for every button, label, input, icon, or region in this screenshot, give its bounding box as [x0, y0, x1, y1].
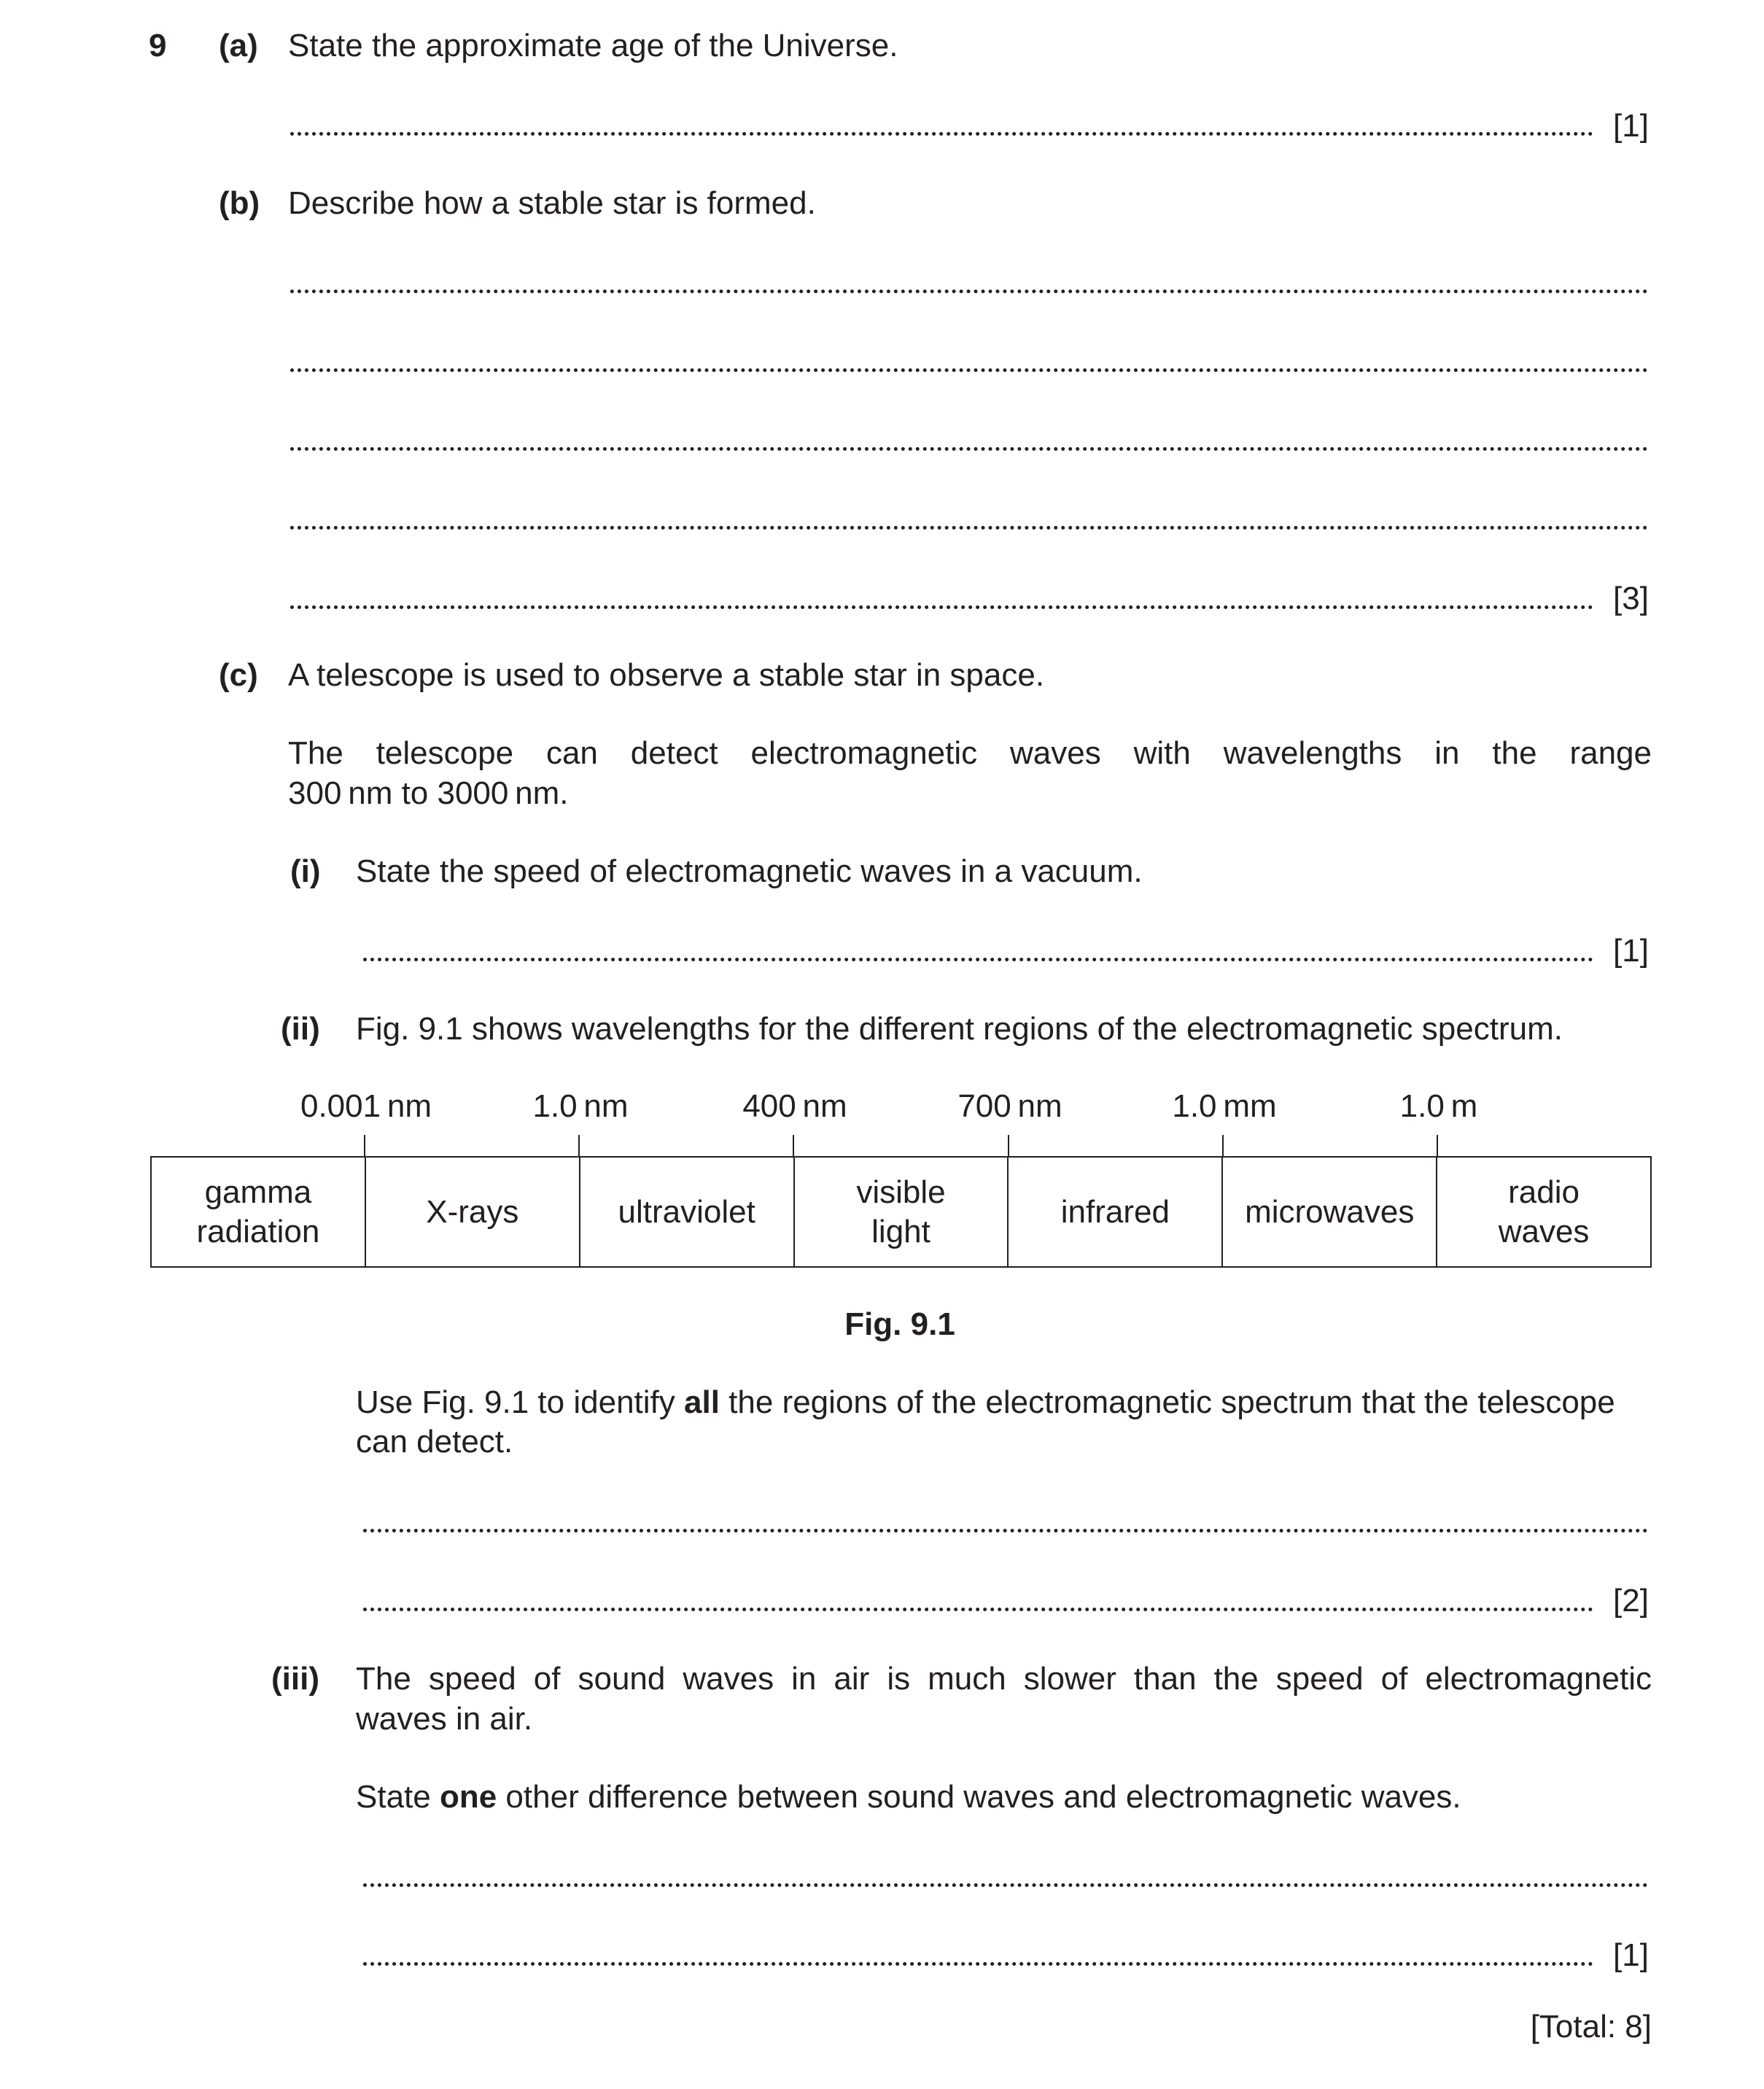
sub-iii-state	[356, 1778, 1461, 1817]
sub-ii-question-pre: Use Fig. 9.1 to identify	[356, 1384, 684, 1420]
answer-line-a[interactable]	[290, 132, 1593, 136]
spectrum-region-x-rays: X-rays	[366, 1158, 580, 1266]
answer-line-b1[interactable]	[290, 290, 1648, 293]
total-marks: [Total: 8]	[1530, 2009, 1652, 2045]
boundary-tick	[364, 1135, 365, 1156]
answer-line-c-iii-2[interactable]	[363, 1962, 1593, 1966]
boundary-label: 700 nm	[957, 1088, 1062, 1124]
sub-ii-question-bold: all	[684, 1384, 720, 1420]
answer-line-b2[interactable]	[290, 368, 1648, 372]
sub-ii-mark: [2]	[1613, 1583, 1649, 1619]
boundary-tick	[578, 1135, 580, 1156]
em-spectrum-table	[150, 1156, 1652, 1268]
boundary-label: 1.0 mm	[1172, 1088, 1277, 1124]
part-a-mark: [1]	[1613, 108, 1649, 144]
boundary-tick	[1222, 1135, 1224, 1156]
sub-i-label: (i)	[290, 853, 321, 889]
figure-caption: Fig. 9.1	[844, 1306, 955, 1342]
answer-line-c-ii-2[interactable]	[363, 1608, 1593, 1611]
boundary-label: 1.0 nm	[532, 1088, 629, 1124]
spectrum-region-ultraviolet: ultraviolet	[580, 1158, 795, 1266]
spectrum-region-microwaves: microwaves	[1223, 1158, 1437, 1266]
sub-iii-label: (iii)	[271, 1661, 319, 1697]
sub-iii-state-post: other difference between sound waves and electromagnetic waves.	[497, 1779, 1461, 1815]
answer-line-c-ii-1[interactable]	[363, 1529, 1648, 1532]
part-c-label: (c)	[219, 657, 258, 693]
sub-ii-question-post: the regions of the electromagnetic spectrum that the telescope	[719, 1384, 1615, 1420]
sub-ii-label: (ii)	[281, 1011, 320, 1047]
spectrum-region-gamma: gamma radiation	[152, 1158, 366, 1266]
sub-ii-question-line2: can detect.	[356, 1424, 513, 1460]
sub-ii-text: Fig. 9.1 shows wavelengths for the different regions of the electromagnetic spectrum.	[356, 1011, 1563, 1047]
spectrum-region-radio: radio waves	[1498, 1174, 1590, 1249]
sub-i-mark: [1]	[1613, 933, 1649, 969]
answer-line-b4[interactable]	[290, 526, 1648, 530]
question-number: 9	[149, 28, 167, 63]
boundary-label: 0.001 nm	[300, 1088, 432, 1124]
part-b-text: Describe how a stable star is formed.	[288, 185, 816, 221]
part-a-text: State the approximate age of the Universe.	[288, 28, 898, 63]
part-a-label: (a)	[219, 28, 258, 63]
sub-iii-mark: [1]	[1613, 1937, 1649, 1973]
sub-i-text: State the speed of electromagnetic waves in a vacuum.	[356, 853, 1143, 889]
part-c-range-line2: 300 nm to 3000 nm.	[288, 775, 569, 811]
boundary-label: 400 nm	[742, 1088, 847, 1124]
part-c-range-line1: The telescope can detect electromagnetic waves with wavelengths in the range	[288, 735, 1652, 771]
sub-iii-line1: The speed of sound waves in air is much slower than the speed of electromagnetic	[356, 1661, 1652, 1697]
answer-line-c-iii-1[interactable]	[363, 1883, 1648, 1887]
part-b-mark: [3]	[1613, 581, 1649, 616]
boundary-tick	[1437, 1135, 1438, 1156]
answer-line-b5[interactable]	[290, 605, 1593, 609]
sub-iii-state-bold: one	[439, 1779, 497, 1815]
sub-iii-line2: waves in air.	[356, 1701, 533, 1737]
part-c-intro: A telescope is used to observe a stable star in space.	[288, 657, 1045, 693]
boundary-tick	[793, 1135, 794, 1156]
part-b-label: (b)	[219, 185, 260, 221]
answer-line-c-i[interactable]	[363, 958, 1593, 961]
spectrum-region-visible: visible light	[795, 1158, 1009, 1266]
spectrum-region-infrared: infrared	[1009, 1158, 1223, 1266]
boundary-label: 1.0 m	[1399, 1088, 1478, 1124]
answer-line-b3[interactable]	[290, 447, 1648, 451]
boundary-tick	[1008, 1135, 1009, 1156]
sub-iii-state-pre: State	[356, 1779, 440, 1815]
sub-ii-question-line1	[356, 1383, 1615, 1422]
